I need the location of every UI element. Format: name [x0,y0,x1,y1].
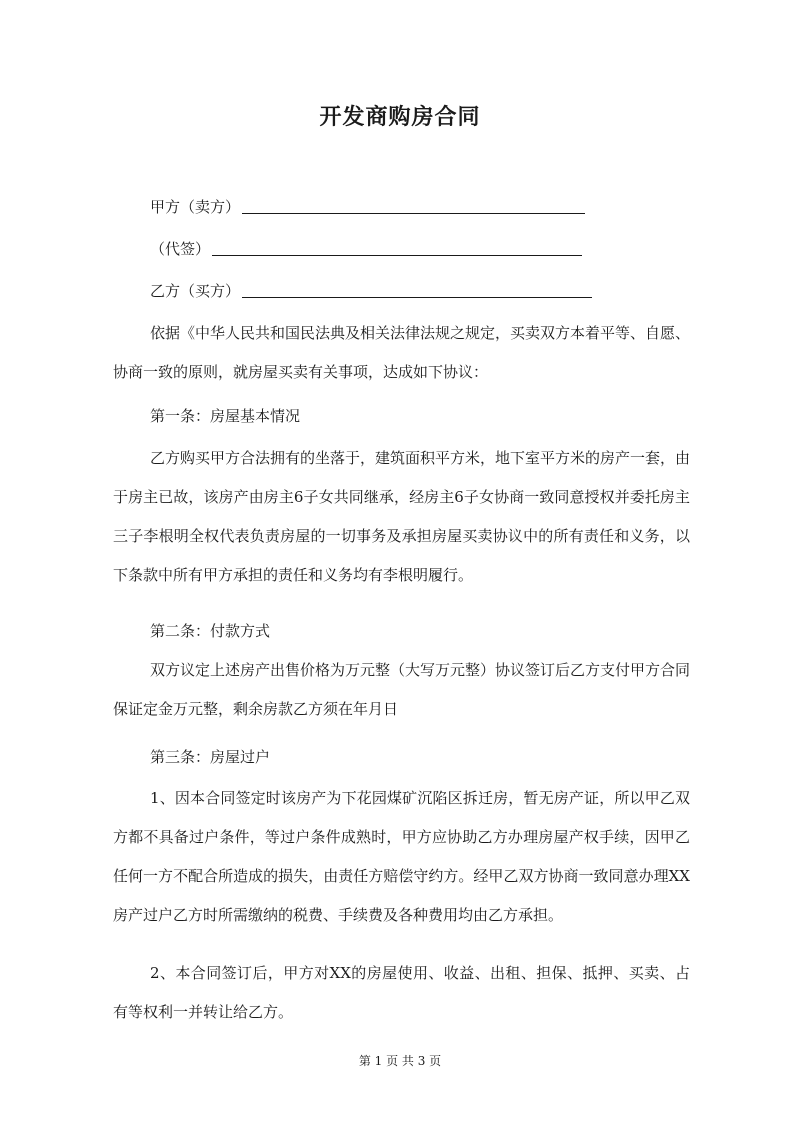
article-2-heading: 第二条：付款方式 [150,622,271,640]
seller-field [150,196,585,217]
buyer-label: 乙方（买方） [150,282,241,300]
page-footer: 第 1 页 共 3 页 [358,1054,442,1068]
proxy-signature-field [150,238,582,259]
article-3-item-2: 2、本合同签订后，甲方对XX的房屋使用、收益、出租、担保、抵押、买卖、占有等权利一并转让给乙方。 [113,964,690,1021]
article-1-body: 乙方购买甲方合法拥有的坐落于，建筑面积平方米，地下室平方米的房产一套，由于房主已故，该房产由房主6子女共同继承，经房主6子女协商一致同意授权并委托房主三子李根明全权代表负责房屋的一切事务及承担房屋买卖协议中的所有责任和义务，以下条款中所有甲方承担的责任和义务均有李根明履行。 [113,449,691,584]
article-3-item-1: 1、因本合同签定时该房产为下花园煤矿沉陷区拆迁房，暂无房产证，所以甲乙双方都不具备过户条件，等过户条件成熟时，甲方应协助乙方办理房屋产权手续，因甲乙任何一方不配合所造成的损失，由责任方赔偿守约方。经甲乙双方协商一致同意办理XX房产过户乙方时所需缴纳的税费、手续费及各种费用均由乙方承担。 [113,789,690,924]
document-title: 开发商购房合同 [319,104,481,130]
seller-label: 甲方（卖方） [150,198,241,216]
article-2-body: 双方议定上述房产出售价格为万元整（大写万元整）协议签订后乙方支付甲方合同保证定金万元整，剩余房款乙方须在年月日 [113,661,691,718]
buyer-field [150,280,592,301]
article-1-heading: 第一条：房屋基本情况 [150,407,301,425]
proxy-signature-label: （代签） [150,240,211,258]
seller-blank-line [242,212,585,214]
proxy-signature-blank-line [212,254,582,256]
intro-paragraph: 依据《中华人民共和国民法典及相关法律法规之规定，买卖双方本着平等、自愿、协商一致的原则，就房屋买卖有关事项，达成如下协议： [113,324,691,381]
buyer-blank-line [242,296,592,298]
article-3-heading: 第三条：房屋过户 [150,748,271,766]
